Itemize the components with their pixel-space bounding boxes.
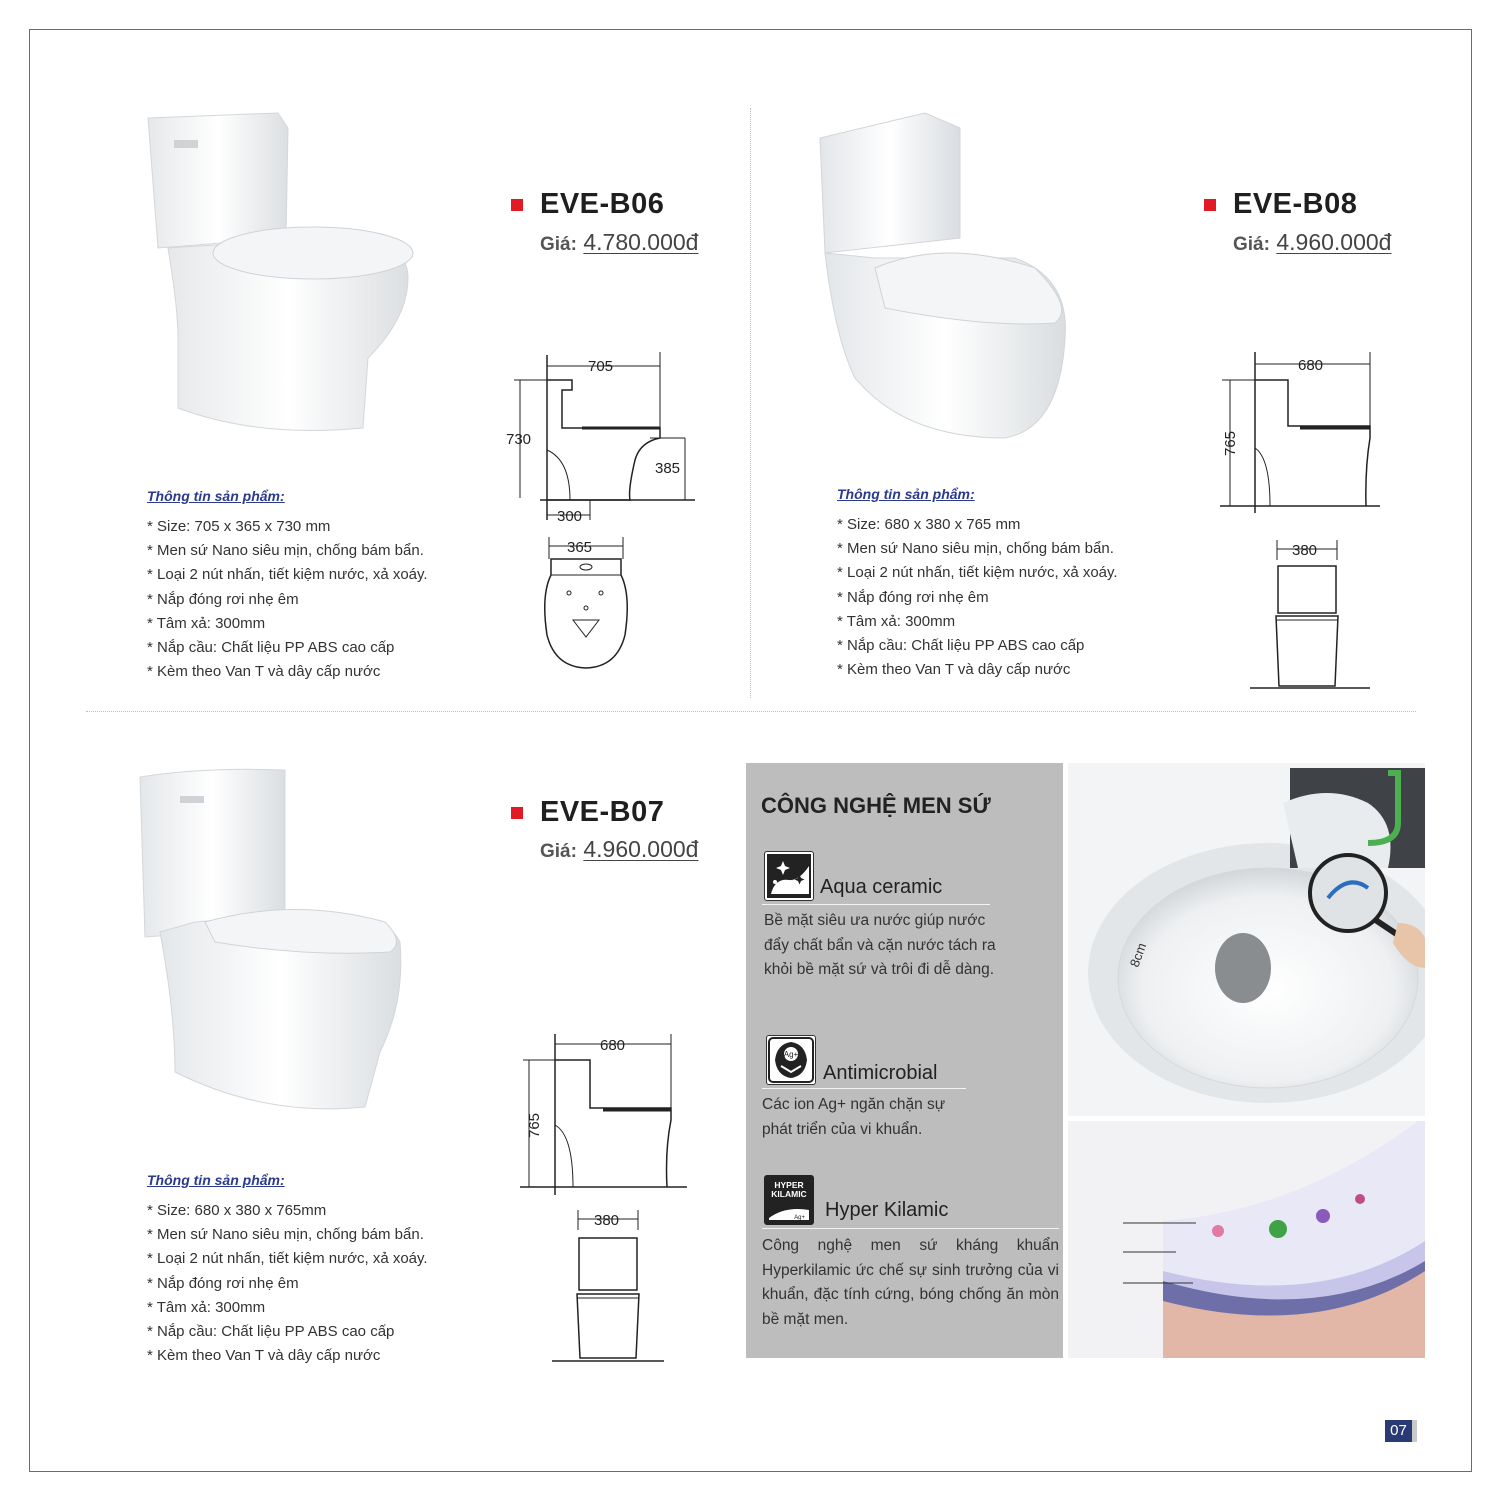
feature-description: Các ion Ag+ ngăn chặn sự phát triển của vi khuẩn. <box>762 1096 946 1138</box>
hyper-text: HYPER <box>774 1180 804 1190</box>
dim-width-label: 380 <box>1292 542 1318 559</box>
product-info-eve-b06 <box>147 488 428 684</box>
spec-item: * Nắp cầu: Chất liệu PP ABS cao cấp <box>147 1323 395 1341</box>
ag-small-text: Ag+ <box>794 1215 805 1221</box>
dim-length-label: 680 <box>1298 357 1324 374</box>
product-info-eve-b08 <box>837 486 1118 682</box>
spec-item: * Tâm xả: 300mm <box>147 1298 266 1316</box>
product-photo-eve-b08 <box>815 108 1080 448</box>
model-name-eve-b07: EVE-B07 <box>511 796 664 829</box>
dim-height-label: 765 <box>526 1112 543 1138</box>
spec-item: * Men sứ Nano siêu mịn, chống bám bẩn. <box>147 542 424 560</box>
price-eve-b07: Giá: 4.960.000đ <box>540 836 699 862</box>
spec-item: * Kèm theo Van T và dây cấp nước <box>147 1347 381 1365</box>
antimicrobial-icon <box>766 1035 816 1085</box>
red-square-marker <box>511 807 523 819</box>
kilamic-text: KILAMIC <box>771 1189 807 1199</box>
side-drawing-eve-b08 <box>1210 348 1390 518</box>
info-heading: Thông tin sản phẩm: <box>147 488 285 504</box>
side-drawing-eve-b06 <box>500 350 700 530</box>
glaze-layers-illustration <box>1068 1121 1425 1358</box>
dim-seat-label: 385 <box>655 460 681 477</box>
feature-description: Công nghệ men sứ kháng khuẩn Hyperkilamic ức chế sự sinh trưởng của vi khuẩn, đặc tính cứng, bóng chống ăn mòn bề mặt men. <box>762 1237 1059 1328</box>
aqua-ceramic-icon <box>764 851 814 901</box>
page-number: 07 <box>1385 1420 1412 1442</box>
bowl-closeup-photo <box>1068 763 1425 1116</box>
dim-length-label: 705 <box>588 358 614 375</box>
dim-width-label: 365 <box>567 539 593 556</box>
dim-height-label: 765 <box>1222 430 1239 456</box>
model-name-eve-b06: EVE-B06 <box>511 188 664 221</box>
spec-item: * Loại 2 nút nhấn, tiết kiệm nước, xả xoáy. <box>837 564 1118 582</box>
price-eve-b08: Giá: 4.960.000đ <box>1233 229 1392 255</box>
feature-name: Aqua ceramic <box>820 876 943 898</box>
technology-title: CÔNG NGHỆ MEN SỨ <box>761 793 991 818</box>
spec-item: * Tâm xả: 300mm <box>147 614 266 632</box>
spec-item: * Nắp cầu: Chất liệu PP ABS cao cấp <box>837 637 1085 655</box>
spec-item: * Men sứ Nano siêu mịn, chống bám bẩn. <box>147 1226 424 1244</box>
feature-underline <box>762 1228 1059 1229</box>
info-heading: Thông tin sản phẩm: <box>147 1172 285 1188</box>
spec-item: * Nắp đóng rơi nhẹ êm <box>837 588 989 606</box>
spec-item: * Tâm xả: 300mm <box>837 612 956 630</box>
spec-item: * Kèm theo Van T và dây cấp nước <box>837 661 1071 679</box>
top-drawing-eve-b06 <box>535 535 635 675</box>
spec-item: * Loại 2 nút nhấn, tiết kiệm nước, xả xoáy. <box>147 1250 428 1268</box>
page-number-accent <box>1412 1420 1417 1442</box>
vertical-divider <box>750 108 751 698</box>
feature-underline <box>762 1088 966 1089</box>
dim-length-label: 680 <box>600 1037 626 1054</box>
ag-text: Ag+ <box>783 1050 799 1059</box>
front-drawing-eve-b08 <box>1245 538 1375 693</box>
feature-name: Hyper Kilamic <box>825 1199 949 1221</box>
hyper-kilamic-icon <box>764 1175 814 1225</box>
spec-item: * Size: 680 x 380 x 765mm <box>147 1202 327 1219</box>
model-name-eve-b08: EVE-B08 <box>1204 188 1357 221</box>
dim-width-label: 380 <box>594 1212 620 1229</box>
product-info-eve-b07 <box>147 1172 428 1368</box>
side-drawing-eve-b07 <box>515 1030 695 1200</box>
red-square-marker <box>511 199 523 211</box>
front-drawing-eve-b07 <box>548 1208 668 1368</box>
spec-item: * Size: 705 x 365 x 730 mm <box>147 518 331 535</box>
spec-item: * Size: 680 x 380 x 765 mm <box>837 516 1021 533</box>
feature-underline <box>762 904 990 905</box>
spec-item: * Nắp cầu: Chất liệu PP ABS cao cấp <box>147 639 395 657</box>
feature-description: Bề mặt siêu ưa nước giúp nước đẩy chất bẩn và cặn nước tách ra khỏi bề mặt sứ và trôi đi dễ dàng. <box>764 912 996 978</box>
horizontal-divider <box>86 711 1416 712</box>
spec-item: * Loại 2 nút nhấn, tiết kiệm nước, xả xoáy. <box>147 566 428 584</box>
spec-item: * Men sứ Nano siêu mịn, chống bám bẩn. <box>837 540 1114 558</box>
technology-panel <box>746 763 1063 1358</box>
spec-item: * Kèm theo Van T và dây cấp nước <box>147 663 381 681</box>
price-eve-b06: Giá: 4.780.000đ <box>540 229 699 255</box>
product-photo-eve-b07 <box>135 762 415 1117</box>
info-heading: Thông tin sản phẩm: <box>837 486 975 502</box>
product-photo-eve-b06 <box>138 108 428 448</box>
spec-item: * Nắp đóng rơi nhẹ êm <box>147 590 299 608</box>
spec-item: * Nắp đóng rơi nhẹ êm <box>147 1274 299 1292</box>
red-square-marker <box>1204 199 1216 211</box>
feature-name: Antimicrobial <box>823 1062 938 1084</box>
bowl-dimension-label: 8cm <box>1126 940 1150 970</box>
dim-height-label: 730 <box>506 431 532 448</box>
dim-outlet-label: 300 <box>557 508 583 525</box>
